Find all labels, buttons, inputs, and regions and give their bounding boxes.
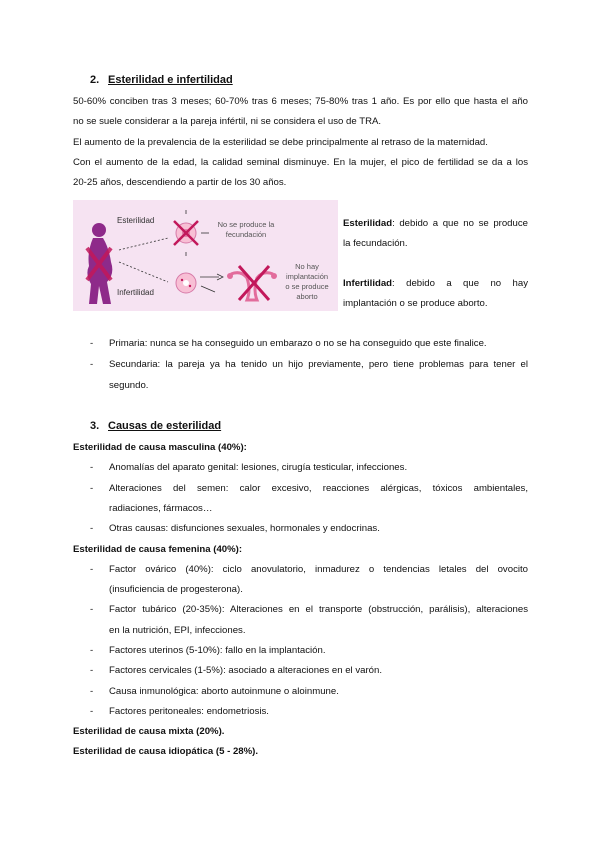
uterus-icon xyxy=(227,266,277,300)
paragraph-line: 20-25 años, descendiendo a partir de los 30 años. xyxy=(73,177,287,188)
list-item-cont: radiaciones, fármacos… xyxy=(109,503,213,514)
list-item: Factores peritoneales: endometriosis. xyxy=(109,706,269,717)
label: Esterilidad de causa femenina ( xyxy=(73,544,217,555)
section-3-heading xyxy=(90,420,221,432)
bullet-marker: - xyxy=(90,483,94,494)
list-item: Otras causas: disfunciones sexuales, hormonales y endocrinas. xyxy=(109,523,380,534)
list-item: Factor ovárico (40%): ciclo anovulatorio, inmadurez o tendencias letales del ovocito xyxy=(109,564,528,575)
term: Esterilidad xyxy=(343,218,393,229)
label: Esterilidad de causa idiopática ( xyxy=(73,746,220,757)
bullet-marker: - xyxy=(90,564,94,575)
definition-line: la fecundación. xyxy=(343,238,408,249)
punct: ). xyxy=(218,726,225,737)
punct: ). xyxy=(252,746,259,757)
definition-line: implantación o se produce aborto. xyxy=(343,298,488,309)
bullet-marker: - xyxy=(90,645,94,656)
connector-line xyxy=(119,238,168,250)
list-item: Factores cervicales (1-5%): asociado a alteraciones en el varón. xyxy=(109,665,383,676)
pregnant-woman-icon xyxy=(87,223,112,304)
list-item: Factor tubárico (20-35%): Alteraciones en el transporte (obstrucción, parálisis), alteraciones xyxy=(109,604,528,615)
list-item-cont: segundo. xyxy=(109,380,149,391)
list-item-cont: en la nutrición, EPI, infecciones. xyxy=(109,625,246,636)
section-number: 2. xyxy=(90,74,100,86)
cell-no-fertilization-icon xyxy=(174,210,209,256)
list-item: Secundaria: la pareja ya ha tenido un hijo previamente, pero tiene problemas para tener el xyxy=(109,359,528,370)
bullet-marker: - xyxy=(90,665,94,676)
definition-text: : debido a que no se produce xyxy=(392,218,528,229)
bullet-marker: - xyxy=(90,359,94,370)
percentage: 40% xyxy=(221,442,241,453)
punct: ): xyxy=(240,442,247,453)
paragraph-line: 50-60% conciben tras 3 meses; 60-70% tras 6 meses; 75-80% tras 1 año. Es por ello que hasta el año xyxy=(73,96,528,107)
list-item: Alteraciones del semen: calor excesivo, reacciones alérgicas, tóxicos ambientales, xyxy=(109,483,528,494)
definition-esterilidad xyxy=(343,214,528,234)
bullet-marker: - xyxy=(90,686,94,697)
list-item-cont: (insuficiencia de progesterona). xyxy=(109,584,243,595)
list-item: Factores uterinos (5-10%): fallo en la implantación. xyxy=(109,645,326,656)
connector-line xyxy=(119,262,168,282)
bullet-marker: - xyxy=(90,523,94,534)
text-line: No hay xyxy=(295,262,319,271)
term: Infertilidad xyxy=(343,278,393,289)
subheading-idiopatica xyxy=(73,742,528,762)
definition-text: : debido a que no hay xyxy=(392,278,528,289)
label-esterilidad: Esterilidad xyxy=(117,216,155,225)
percentage: 20% xyxy=(199,726,219,737)
percentage: 40% xyxy=(216,544,236,555)
percentage: 5 - 28% xyxy=(219,746,253,757)
text-no-fertilization: No se produce la fecundación xyxy=(217,220,275,239)
list-item: Causa inmunológica: aborto autoinmune o aloinmune. xyxy=(109,686,339,697)
section-title: Causas de esterilidad xyxy=(108,420,222,432)
section-title: Esterilidad e infertilidad xyxy=(108,74,233,86)
list-item: Anomalías del aparato genital: lesiones, cirugía testicular, infecciones. xyxy=(109,462,408,473)
paragraph-line: Con el aumento de la edad, la calidad seminal disminuye. En la mujer, el pico de fertilidad se da a los xyxy=(73,157,528,168)
subheading-femenina xyxy=(73,540,528,560)
paragraph-line: El aumento de la prevalencia de la esterilidad se debe principalmente al retraso de la maternidad. xyxy=(73,137,488,148)
label: Esterilidad de causa mixta ( xyxy=(73,726,200,737)
list-item: Primaria: nunca se ha conseguido un embarazo o no se ha conseguido que este finalice. xyxy=(109,338,487,349)
subheading-mixta xyxy=(73,722,528,742)
bullet-marker: - xyxy=(90,706,94,717)
section-number: 3. xyxy=(90,420,100,432)
text-no-implantation xyxy=(277,262,337,302)
text-line: implantación xyxy=(285,272,329,281)
paragraph-line: no se suele considerar a la pareja infértil, ni se considera el uso de TRA. xyxy=(73,116,382,127)
text-line: o se produce xyxy=(285,282,329,291)
punct: ): xyxy=(235,544,243,555)
sterility-infertility-diagram xyxy=(73,200,338,311)
bullet-marker: - xyxy=(90,462,94,473)
label: Esterilidad de causa masculina ( xyxy=(73,442,222,453)
bullet-marker: - xyxy=(90,338,94,349)
subheading-masculina xyxy=(73,438,528,458)
definition-infertilidad xyxy=(343,274,528,294)
text-line: aborto xyxy=(296,292,318,301)
label-infertilidad: Infertilidad xyxy=(117,288,154,297)
bullet-marker: - xyxy=(90,604,94,615)
section-2-heading xyxy=(90,74,233,86)
cell-fertilized-icon xyxy=(176,273,223,293)
